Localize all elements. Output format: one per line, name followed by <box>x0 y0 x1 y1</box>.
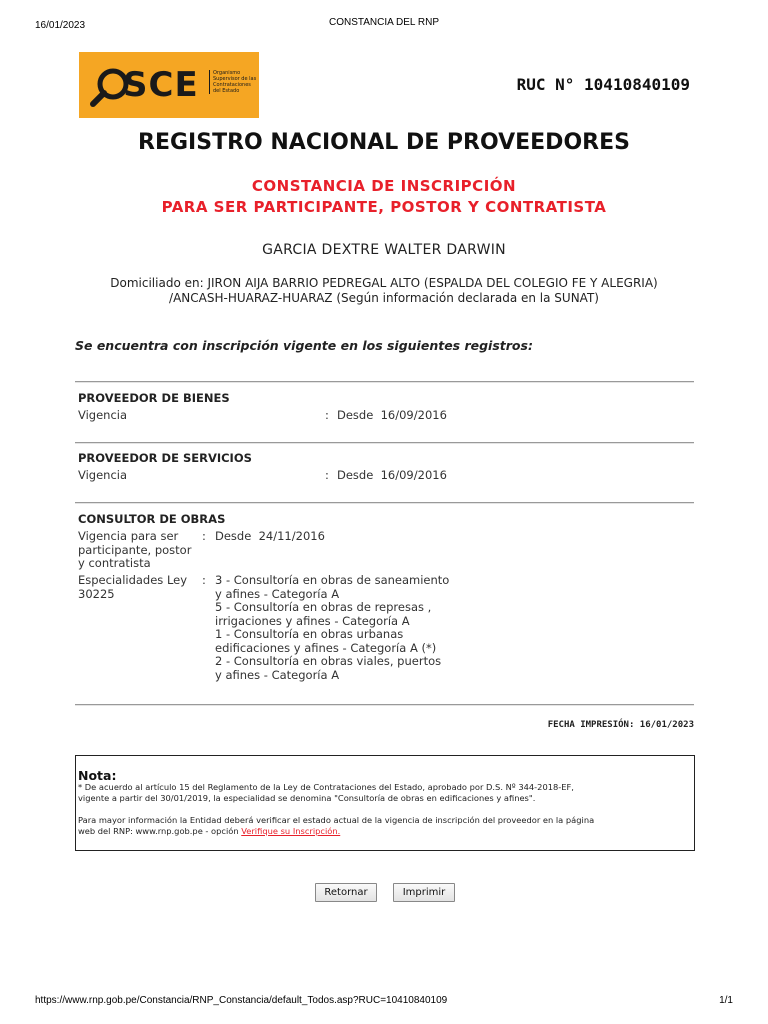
subtitle-line-2: PARA SER PARTICIPANTE, POSTOR Y CONTRATISTA <box>161 198 607 216</box>
vigencia-label <box>78 530 191 571</box>
divider <box>75 704 694 706</box>
divider <box>75 502 694 504</box>
note-line: vigente a partir del 30/01/2019, la especialidad se denomina "Consultoría de obras en edificaciones y afines". <box>78 793 536 803</box>
page-title: REGISTRO NACIONAL DE PROVEEDORES <box>138 130 630 155</box>
separator: : <box>325 468 329 482</box>
note-text: web del RNP: www.rnp.gob.pe - opción <box>78 826 242 836</box>
section-title: CONSULTOR DE OBRAS <box>78 512 226 526</box>
note-box <box>75 755 695 851</box>
print-title: CONSTANCIA DEL RNP <box>328 17 440 28</box>
separator: : <box>325 408 329 422</box>
divider <box>75 381 694 383</box>
logo-text: SCE <box>123 65 199 105</box>
print-page-number: 1/1 <box>719 995 733 1006</box>
especialidad-line: y afines - Categoría A <box>215 586 340 601</box>
especialidades-label <box>78 574 187 601</box>
label-line: Especialidades Ley <box>78 573 188 587</box>
address <box>80 276 688 306</box>
vigencia-value: Desde 16/09/2016 <box>337 468 447 482</box>
note-line: * De acuerdo al artículo 15 del Reglamento de la Ley de Contrataciones del Estado, aprobado por D.S. Nº 344-2018-EF, <box>78 782 574 792</box>
intro-text: Se encuentra con inscripción vigente en los siguientes registros: <box>75 338 533 353</box>
logo-subtitle: Organismo Supervisor de las Contrataciones del Estado <box>209 70 259 94</box>
section-title: PROVEEDOR DE SERVICIOS <box>78 451 252 465</box>
separator: : <box>202 573 206 587</box>
subtitle-line-1: CONSTANCIA DE INSCRIPCIÓN <box>251 177 517 195</box>
separator: : <box>202 529 206 543</box>
verify-link[interactable]: Verifique su Inscripción. <box>241 826 341 836</box>
address-line-2: /ANCASH-HUARAZ-HUARAZ (Según información declarada en la SUNAT) <box>169 291 599 305</box>
especialidad-line: y afines - Categoría A <box>215 667 340 682</box>
print-date: 16/01/2023 <box>35 20 86 31</box>
especialidad-line: irrigaciones y afines - Categoría A <box>215 613 410 628</box>
back-button[interactable]: Retornar <box>315 883 377 902</box>
label-line: y contratista <box>78 556 151 570</box>
note-line <box>78 826 690 837</box>
especialidad-line: 5 - Consultoría en obras de represas , <box>215 600 432 614</box>
label-line: Vigencia para ser <box>78 529 179 543</box>
especialidad-line: 3 - Consultoría en obras de saneamiento <box>215 573 450 587</box>
address-line-1: Domiciliado en: JIRON AIJA BARRIO PEDREGAL ALTO (ESPALDA DEL COLEGIO FE Y ALEGRIA) <box>110 276 658 290</box>
vigencia-label: Vigencia <box>78 468 128 482</box>
label-line: 30225 <box>78 586 115 601</box>
especialidades-list <box>215 574 449 682</box>
label-line: participante, postor <box>78 542 192 557</box>
especialidad-line: 1 - Consultoría en obras urbanas <box>215 627 404 641</box>
ruc-number: RUC N° 10410840109 <box>516 75 690 94</box>
provider-name: GARCIA DEXTRE WALTER DARWIN <box>262 242 506 258</box>
section-title: PROVEEDOR DE BIENES <box>78 391 230 405</box>
note-line: Para mayor información la Entidad deberá verificar el estado actual de la vigencia de inscripción del proveedor en la página <box>78 815 595 825</box>
osce-logo <box>79 52 259 118</box>
fecha-impresion: FECHA IMPRESIÓN: 16/01/2023 <box>547 720 694 730</box>
print-url: https://www.rnp.gob.pe/Constancia/RNP_Constancia/default_Todos.asp?RUC=10410840109 <box>35 995 448 1006</box>
especialidad-line: 2 - Consultoría en obras viales, puertos <box>215 654 442 668</box>
especialidad-line: edificaciones y afines - Categoría A (*) <box>215 640 437 655</box>
note-title: Nota: <box>78 768 117 783</box>
divider <box>75 442 694 444</box>
vigencia-label: Vigencia <box>78 408 128 422</box>
vigencia-value: Desde 24/11/2016 <box>215 529 325 543</box>
print-button[interactable]: Imprimir <box>393 883 455 902</box>
vigencia-value: Desde 16/09/2016 <box>337 408 447 422</box>
